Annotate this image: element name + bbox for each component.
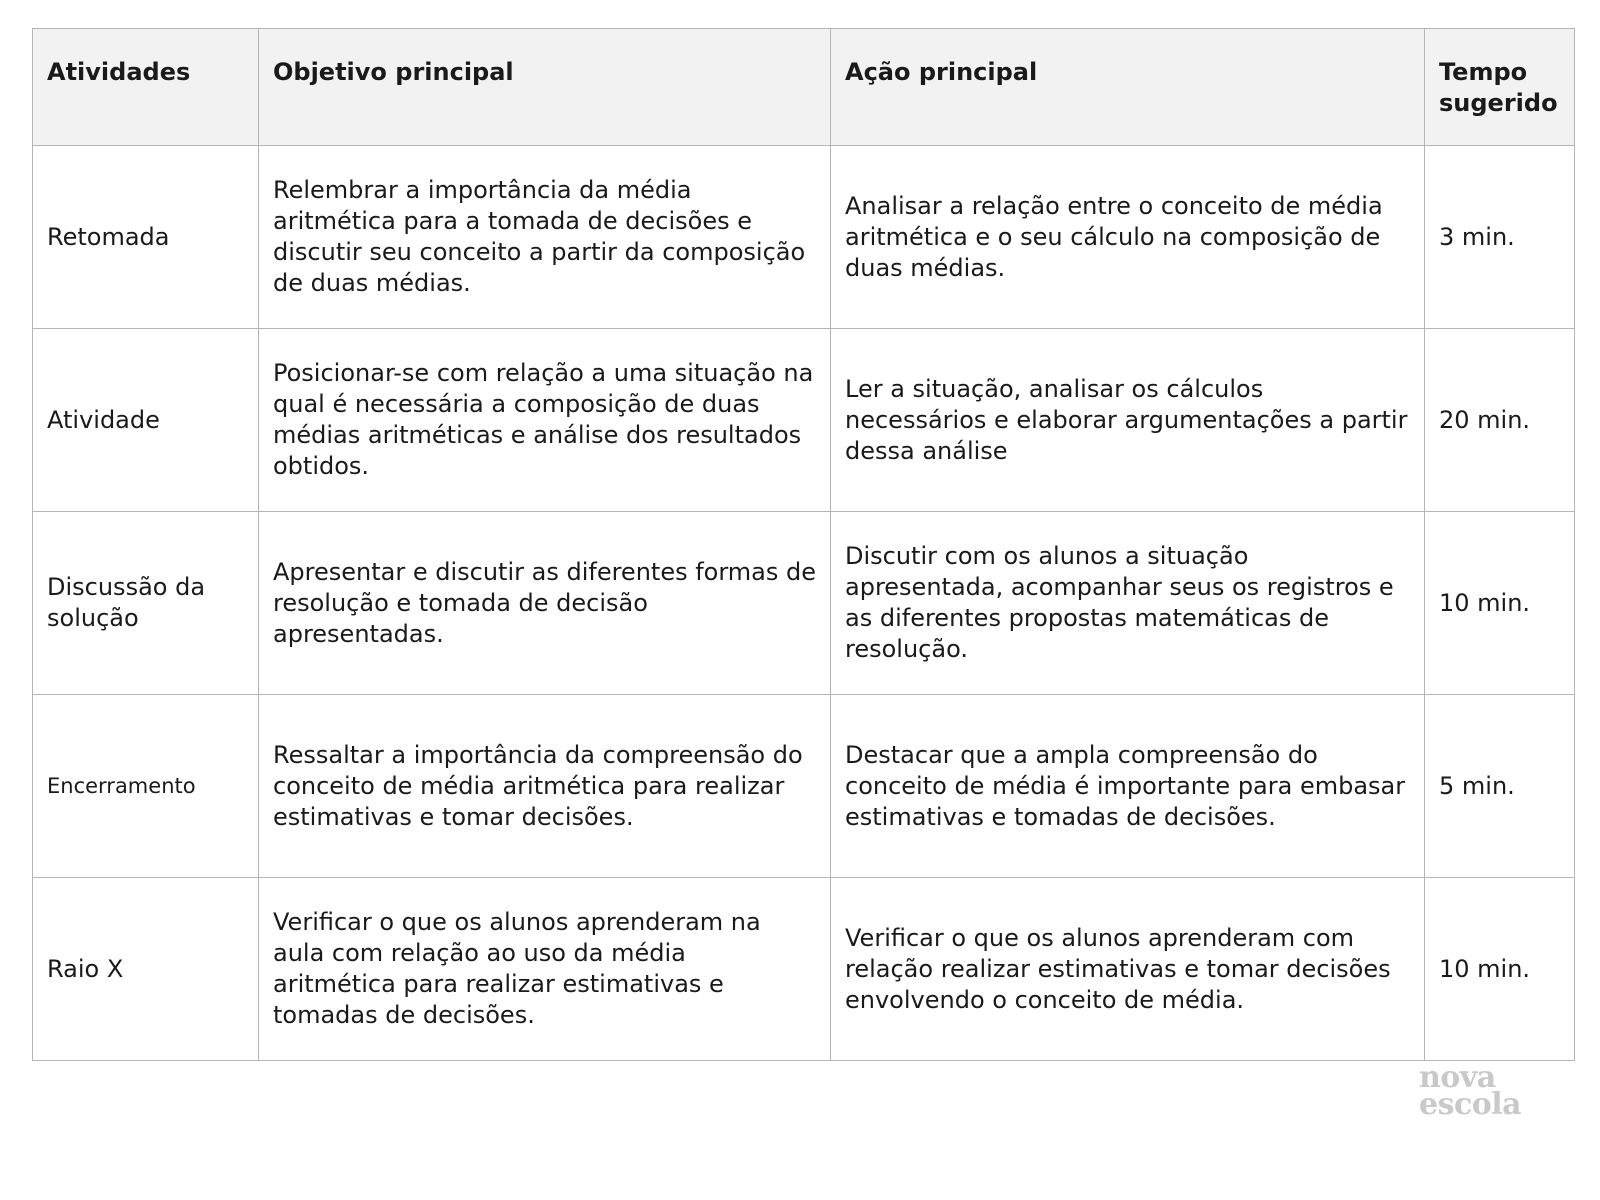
cell-objective: Posicionar-se com relação a uma situação na qual é necessária a composição de duas médias aritméticas e análise dos resultados obtidos. [259, 329, 831, 512]
nova-escola-logo [1419, 1060, 1522, 1122]
cell-objective: Relembrar a importância da média aritmética para a tomada de decisões e discutir seu conceito a partir da composição de duas médias. [259, 146, 831, 329]
cell-time: 3 min. [1425, 146, 1575, 329]
cell-objective: Ressaltar a importância da compreensão do conceito de média aritmética para realizar estimativas e tomar decisões. [259, 695, 831, 878]
logo-line-2: escola [1419, 1087, 1522, 1122]
table-row [33, 695, 1575, 878]
cell-time: 10 min. [1425, 512, 1575, 695]
cell-activity: Raio X [33, 878, 259, 1061]
logo-line-1: nova [1419, 1060, 1496, 1095]
cell-action: Analisar a relação entre o conceito de média aritmética e o seu cálculo na composição de duas médias. [831, 146, 1425, 329]
cell-action: Discutir com os alunos a situação apresentada, acompanhar seus os registros e as diferentes propostas matemáticas de resolução. [831, 512, 1425, 695]
header-tempo: Tempo sugerido [1425, 29, 1575, 146]
cell-activity: Discussão da solução [33, 512, 259, 695]
cell-activity: Encerramento [33, 695, 259, 878]
table-row [33, 512, 1575, 695]
cell-action: Destacar que a ampla compreensão do conceito de média é importante para embasar estimativas e tomadas de decisões. [831, 695, 1425, 878]
header-atividades: Atividades [33, 29, 259, 146]
header-row [33, 29, 1575, 146]
cell-action: Verificar o que os alunos aprenderam com relação realizar estimativas e tomar decisões envolvendo o conceito de média. [831, 878, 1425, 1061]
table-body [33, 146, 1575, 1061]
header-acao: Ação principal [831, 29, 1425, 146]
cell-activity: Retomada [33, 146, 259, 329]
table-header [33, 29, 1575, 146]
table-row [33, 878, 1575, 1061]
header-objetivo: Objetivo principal [259, 29, 831, 146]
cell-objective: Verificar o que os alunos aprenderam na aula com relação ao uso da média aritmética para realizar estimativas e tomadas de decisões. [259, 878, 831, 1061]
table-row [33, 146, 1575, 329]
cell-action: Ler a situação, analisar os cálculos necessários e elaborar argumentações a partir dessa análise [831, 329, 1425, 512]
cell-activity: Atividade [33, 329, 259, 512]
cell-objective: Apresentar e discutir as diferentes formas de resolução e tomada de decisão apresentadas. [259, 512, 831, 695]
cell-time: 20 min. [1425, 329, 1575, 512]
table-row [33, 329, 1575, 512]
cell-time: 5 min. [1425, 695, 1575, 878]
cell-time: 10 min. [1425, 878, 1575, 1061]
lesson-plan-table [32, 28, 1575, 1061]
